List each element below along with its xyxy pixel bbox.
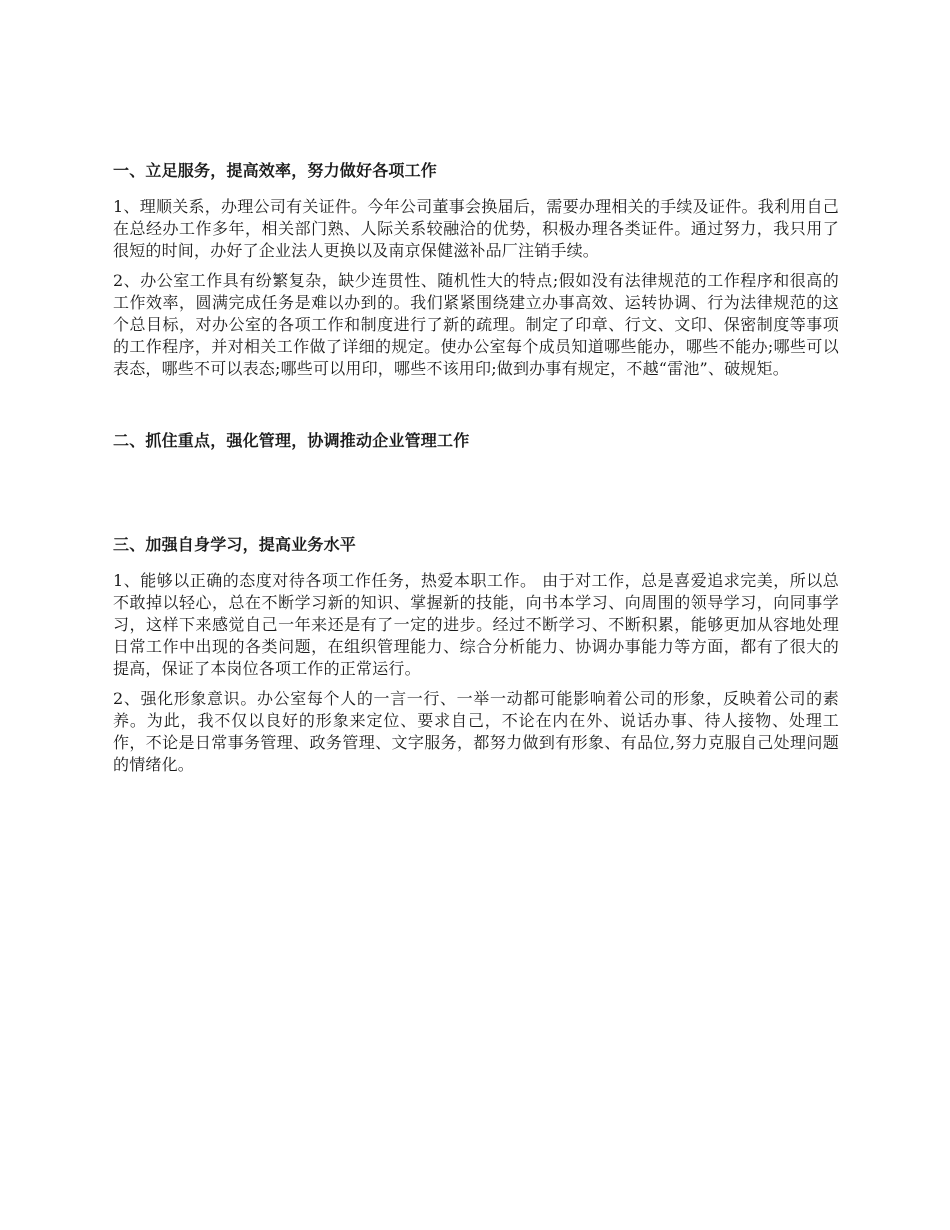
section-heading-1: 一、立足服务，提高效率，努力做好各项工作 — [113, 161, 438, 180]
section-1-paragraph-2: 2、办公室工作具有纷繁复杂，缺少连贯性、随机性大的特点;假如没有法律规范的工作程序和很高的工作效率，圆满完成任务是难以办到的。我们紧紧围绕建立办事高效、运转协调、行为法律规范的这个总目标，对办公室的各项工作和制度进行了新的疏理。制定了印章、行文、文印、保密制度等事项的工作程序，并对相关工作做了详细的规定。使办公室每个成员知道哪些能办，哪些不能办;哪些可以表态，哪些不可以表态;哪些可以用印，哪些不该用印;做到办事有规定，不越“雷池”、破规矩。 — [113, 271, 839, 378]
section-3-paragraph-1: 1、能够以正确的态度对待各项工作任务，热爱本职工作。 由于对工作，总是喜爱追求完美，所以总不敢掉以轻心，总在不断学习新的知识、掌握新的技能，向书本学习、向周围的领导学习，向同事学习，这样下来感觉自己一年来还是有了一定的进步。经过不断学习、不断积累，能够更加从容地处理日常工作中出现的各类问题，在组织管理能力、综合分析能力、协调办事能力等方面，都有了很大的提高，保证了本岗位各项工作的正常运行。 — [113, 571, 839, 678]
document-body — [113, 160, 839, 776]
section-heading-3: 三、加强自身学习，提高业务水平 — [113, 535, 357, 554]
section-3-paragraph-2: 2、强化形象意识。办公室每个人的一言一行、一举一动都可能影响着公司的形象，反映着公司的素养。为此，我不仅以良好的形象来定位、要求自己，不论在内在外、说话办事、待人接物、处理工作，不论是日常事务管理、政务管理、文字服务，都努力做到有形象、有品位,努力克服自己处理问题的情绪化。 — [113, 689, 839, 774]
section-heading-2: 二、抓住重点，强化管理，协调推动企业管理工作 — [113, 431, 470, 450]
section-1-paragraph-1: 1、理顺关系，办理公司有关证件。今年公司董事会换届后，需要办理相关的手续及证件。我利用自己在总经办工作多年，相关部门熟、人际关系较融洽的优势，积极办理各类证件。通过努力，我只用了很短的时间，办好了企业法人更换以及南京保健滋补品厂注销手续。 — [113, 197, 839, 260]
